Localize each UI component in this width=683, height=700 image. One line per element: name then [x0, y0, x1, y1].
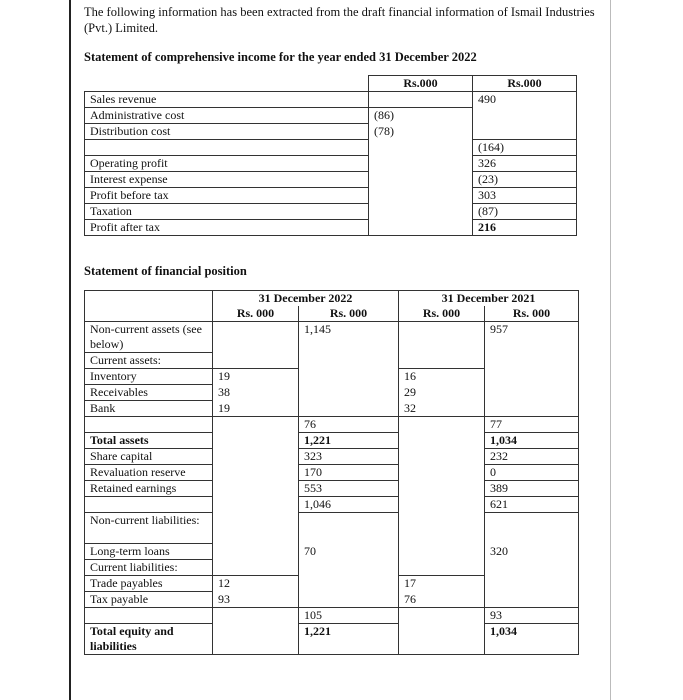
- cell-value: [213, 481, 299, 497]
- cell-value: 1,221: [299, 433, 399, 449]
- cell-value: [473, 108, 577, 124]
- table-row: [85, 401, 579, 417]
- cell-value: [213, 497, 299, 513]
- row-label: Non-current assets (see below): [85, 322, 213, 353]
- cell-value: [299, 560, 399, 576]
- cell-value: 232: [485, 449, 579, 465]
- cell-value: 70: [299, 544, 399, 560]
- row-label: Profit after tax: [85, 220, 369, 236]
- table-row: [85, 592, 579, 608]
- cell-value: [485, 353, 579, 369]
- cell-value: [485, 513, 579, 544]
- col-header: Rs.000: [473, 76, 577, 92]
- cell-value: (86): [369, 108, 473, 124]
- cell-value: [399, 497, 485, 513]
- row-label: Sales revenue: [85, 92, 369, 108]
- income-statement-title: Statement of comprehensive income for the year ended 31 December 2022: [84, 50, 477, 64]
- cell-value: (78): [369, 124, 473, 140]
- cell-value: [399, 353, 485, 369]
- row-label: Current liabilities:: [85, 560, 213, 576]
- cell-value: [213, 560, 299, 576]
- cell-value: [399, 624, 485, 655]
- cell-value: 389: [485, 481, 579, 497]
- table-row: [85, 576, 579, 592]
- row-label: Current assets:: [85, 353, 213, 369]
- table-row: [85, 608, 579, 624]
- cell-value: (164): [473, 140, 577, 156]
- row-label: [85, 608, 213, 624]
- table-row: [85, 497, 579, 513]
- cell-value: [485, 369, 579, 385]
- cell-value: [399, 465, 485, 481]
- cell-value: (23): [473, 172, 577, 188]
- cell-value: [485, 385, 579, 401]
- table-row: [85, 417, 579, 433]
- row-label: Long-term loans: [85, 544, 213, 560]
- cell-value: [369, 140, 473, 156]
- cell-value: [299, 353, 399, 369]
- cell-value: [485, 401, 579, 417]
- cell-value: [399, 544, 485, 560]
- cell-value: [399, 481, 485, 497]
- cell-value: [399, 322, 485, 353]
- table-row: [85, 369, 579, 385]
- cell-value: [213, 608, 299, 624]
- table-row: [85, 124, 577, 140]
- cell-value: 1,145: [299, 322, 399, 353]
- cell-value: 323: [299, 449, 399, 465]
- cell-value: [369, 188, 473, 204]
- row-label: Distribution cost: [85, 124, 369, 140]
- table-row: [85, 140, 577, 156]
- cell-value: [485, 560, 579, 576]
- cell-value: 1,046: [299, 497, 399, 513]
- cell-value: [369, 156, 473, 172]
- cell-value: [213, 433, 299, 449]
- table-row: [85, 433, 579, 449]
- sub-header: Rs. 000: [213, 306, 299, 322]
- col-header: Rs.000: [369, 76, 473, 92]
- table-row: [85, 465, 579, 481]
- table-row: [85, 204, 577, 220]
- table-row: [85, 544, 579, 560]
- cell-value: 32: [399, 401, 485, 417]
- cell-value: [213, 449, 299, 465]
- cell-value: [213, 322, 299, 353]
- table-row: [85, 353, 579, 369]
- cell-value: 216: [473, 220, 577, 236]
- cell-value: [473, 124, 577, 140]
- row-label: Bank: [85, 401, 213, 417]
- sub-header: Rs. 000: [399, 306, 485, 322]
- cell-value: 76: [399, 592, 485, 608]
- cell-value: [399, 560, 485, 576]
- cell-value: 19: [213, 369, 299, 385]
- cell-value: 105: [299, 608, 399, 624]
- row-label: Tax payable: [85, 592, 213, 608]
- cell-value: 12: [213, 576, 299, 592]
- cell-value: 17: [399, 576, 485, 592]
- cell-value: [299, 369, 399, 385]
- table-row: [85, 322, 579, 353]
- row-label: Operating profit: [85, 156, 369, 172]
- table-row: [85, 108, 577, 124]
- row-label: Profit before tax: [85, 188, 369, 204]
- cell-value: [299, 592, 399, 608]
- table-row: [85, 560, 579, 576]
- row-label: [85, 497, 213, 513]
- cell-value: [299, 576, 399, 592]
- row-label: Interest expense: [85, 172, 369, 188]
- cell-value: 1,034: [485, 624, 579, 655]
- cell-value: [299, 401, 399, 417]
- page-edge-left: [69, 0, 71, 700]
- row-label: Administrative cost: [85, 108, 369, 124]
- table-row: [85, 449, 579, 465]
- cell-value: 957: [485, 322, 579, 353]
- cell-value: [399, 449, 485, 465]
- table-row: [85, 220, 577, 236]
- cell-value: 38: [213, 385, 299, 401]
- row-label: Share capital: [85, 449, 213, 465]
- row-label: [85, 417, 213, 433]
- header-blank: [85, 76, 369, 92]
- cell-value: [369, 172, 473, 188]
- row-label: Total equity and liabilities: [85, 624, 213, 655]
- cell-value: [213, 353, 299, 369]
- table-row: [85, 385, 579, 401]
- cell-value: 553: [299, 481, 399, 497]
- row-label: Taxation: [85, 204, 369, 220]
- cell-value: 170: [299, 465, 399, 481]
- cell-value: 16: [399, 369, 485, 385]
- cell-value: 303: [473, 188, 577, 204]
- cell-value: 0: [485, 465, 579, 481]
- row-label: Inventory: [85, 369, 213, 385]
- cell-value: [399, 417, 485, 433]
- cell-value: 29: [399, 385, 485, 401]
- cell-value: 19: [213, 401, 299, 417]
- cell-value: 1,221: [299, 624, 399, 655]
- income-statement-table: [84, 75, 577, 236]
- cell-value: [299, 385, 399, 401]
- sub-header: Rs. 000: [485, 306, 579, 322]
- cell-value: [213, 465, 299, 481]
- cell-value: 93: [485, 608, 579, 624]
- row-label: Receivables: [85, 385, 213, 401]
- row-label: Total assets: [85, 433, 213, 449]
- cell-value: [213, 624, 299, 655]
- cell-value: 320: [485, 544, 579, 560]
- table-row: [85, 481, 579, 497]
- table-row: [85, 92, 577, 108]
- period-header: 31 December 2022: [213, 291, 399, 307]
- cell-value: 326: [473, 156, 577, 172]
- cell-value: [485, 592, 579, 608]
- cell-value: 76: [299, 417, 399, 433]
- row-label: Non-current liabilities:: [85, 513, 213, 544]
- cell-value: 621: [485, 497, 579, 513]
- cell-value: [213, 513, 299, 544]
- cell-value: 93: [213, 592, 299, 608]
- cell-value: [399, 513, 485, 544]
- cell-value: [399, 608, 485, 624]
- financial-position-title: Statement of financial position: [84, 264, 247, 278]
- cell-value: [369, 220, 473, 236]
- cell-value: [369, 204, 473, 220]
- page-edge-right: [610, 0, 611, 700]
- table-row: [85, 188, 577, 204]
- table-row: [85, 624, 579, 655]
- table-row: [85, 513, 579, 544]
- cell-value: [299, 513, 399, 544]
- period-header: 31 December 2021: [399, 291, 579, 307]
- cell-value: [485, 576, 579, 592]
- sub-header: Rs. 000: [299, 306, 399, 322]
- cell-value: [213, 544, 299, 560]
- cell-value: 1,034: [485, 433, 579, 449]
- cell-value: [399, 433, 485, 449]
- table-row: [85, 156, 577, 172]
- intro-text: The following information has been extracted from the draft financial information of Ismail Industries (Pvt.) Limited.: [84, 5, 595, 35]
- row-label: [85, 140, 369, 156]
- cell-value: (87): [473, 204, 577, 220]
- cell-value: 490: [473, 92, 577, 108]
- row-label: Retained earnings: [85, 481, 213, 497]
- financial-position-table: [84, 290, 579, 655]
- row-label: Trade payables: [85, 576, 213, 592]
- row-label: Revaluation reserve: [85, 465, 213, 481]
- cell-value: 77: [485, 417, 579, 433]
- cell-value: [213, 417, 299, 433]
- table-row: [85, 172, 577, 188]
- cell-value: [369, 92, 473, 108]
